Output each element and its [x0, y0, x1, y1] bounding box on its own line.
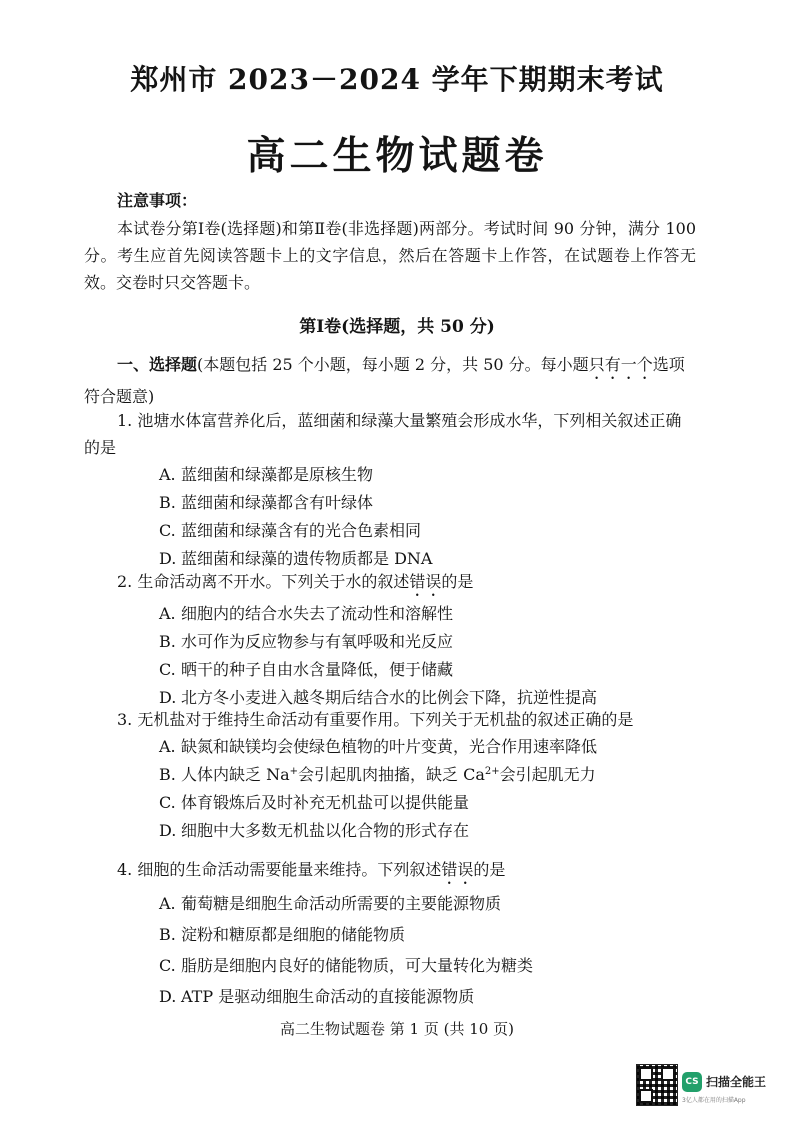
option-c	[159, 950, 696, 981]
notice-text: 本试卷分第Ⅰ卷(选择题)和第Ⅱ卷(非选择题)两部分。考试时间 90 分钟，满分 100 分。考生应首先阅读答题卡上的文字信息，然后在答题卡上作答，在试题卷上作答无效。交卷时只交答题卡。	[84, 219, 696, 292]
option-label: A.	[159, 604, 176, 623]
question-4	[84, 856, 696, 1012]
ion-charge: 2+	[484, 766, 500, 777]
app-tagline: 3亿人都在用的扫描App	[682, 1097, 746, 1104]
option-label: C.	[159, 521, 176, 540]
notice-body	[84, 215, 696, 296]
option-label: C.	[159, 793, 176, 812]
option-c	[159, 789, 696, 817]
exam-title: 郑州市 2023－2024 学年下期期末考试	[130, 63, 664, 96]
option-list	[159, 888, 696, 1012]
option-list	[159, 461, 696, 573]
qr-finder	[639, 1089, 653, 1103]
stem-tail: 的是	[441, 572, 474, 591]
option-label: D.	[159, 549, 177, 568]
option-b	[159, 489, 696, 517]
option-label: B.	[159, 765, 176, 784]
option-text: 蓝细菌和绿藻含有的光合色素相同	[181, 521, 422, 540]
question-stem	[84, 568, 696, 600]
option-label: D.	[159, 821, 177, 840]
qr-finder	[661, 1067, 675, 1081]
option-label: B.	[159, 493, 176, 512]
option-text: 细胞中大多数无机盐以化合物的形式存在	[181, 821, 470, 840]
page-footer: 高二生物试题卷 第 1 页 (共 10 页)	[280, 1020, 514, 1038]
part-intro-emphasis: 只有一个	[588, 355, 653, 374]
stem-tail: 的是	[473, 860, 506, 879]
app-name: 扫描全能王	[706, 1075, 767, 1089]
stem-text: 4. 细胞的生命活动需要能量来维持。下列叙述	[117, 860, 442, 879]
part-intro-text: (本题包括 25 个小题，每小题 2 分，共 50 分。每小题	[197, 355, 589, 374]
option-a	[159, 888, 696, 919]
part-intro	[84, 351, 696, 411]
option-label: D.	[159, 987, 177, 1006]
option-label: C.	[159, 660, 176, 679]
option-text: 水可作为反应物参与有氧呼吸和光反应	[181, 632, 454, 651]
subject-title: 高二生物试题卷	[246, 133, 548, 179]
option-label: A.	[159, 465, 176, 484]
option-label: B.	[159, 632, 176, 651]
option-list	[159, 600, 696, 712]
option-d	[159, 981, 696, 1012]
question-3	[84, 706, 696, 845]
option-list	[159, 733, 696, 845]
option-label: C.	[159, 956, 176, 975]
option-text: 会引起肌肉抽搐，缺乏 Ca	[298, 765, 485, 784]
option-a	[159, 733, 696, 761]
option-text: 葡萄糖是细胞生命活动所需要的主要能源物质	[181, 894, 502, 913]
option-a	[159, 600, 696, 628]
option-text: 蓝细菌和绿藻都含有叶绿体	[181, 493, 374, 512]
stem-emphasis: 错误	[409, 572, 442, 591]
option-text: 体育锻炼后及时补充无机盐可以提供能量	[181, 793, 470, 812]
option-label: A.	[159, 737, 176, 756]
option-text: 人体内缺乏 Na	[181, 765, 290, 784]
option-text: 北方冬小麦进入越冬期后结合水的比例会下降，抗逆性提高	[181, 688, 598, 707]
option-text: 缺氮和缺镁均会使绿色植物的叶片变黄，光合作用速率降低	[181, 737, 598, 756]
option-text: 晒干的种子自由水含量降低，便于储藏	[181, 660, 454, 679]
qr-code-icon	[636, 1064, 678, 1106]
option-text: 蓝细菌和绿藻都是原核生物	[181, 465, 374, 484]
option-text: 蓝细菌和绿藻的遗传物质都是 DNA	[181, 549, 433, 568]
question-1	[84, 407, 696, 573]
option-label: B.	[159, 925, 176, 944]
part-intro-lead: 一、选择题	[117, 355, 198, 374]
scanner-watermark	[636, 1064, 786, 1112]
section-title: 第Ⅰ卷(选择题，共 50 分)	[299, 317, 495, 337]
option-label: D.	[159, 688, 177, 707]
option-b	[159, 919, 696, 950]
option-a	[159, 461, 696, 489]
camscanner-logo-icon: CS	[682, 1072, 702, 1092]
option-text: ATP 是驱动细胞生命活动的直接能源物质	[181, 987, 475, 1006]
option-text: 细胞内的结合水失去了流动性和溶解性	[181, 604, 454, 623]
qr-finder	[639, 1067, 653, 1081]
question-stem: 3. 无机盐对于维持生命活动有重要作用。下列关于无机盐的叙述正确的是	[117, 710, 634, 729]
option-text: 会引起肌无力	[499, 765, 596, 784]
question-stem: 1. 池塘水体富营养化后，蓝细菌和绿藻大量繁殖会形成水华，下列相关叙述正确的是	[84, 411, 682, 457]
option-label: A.	[159, 894, 176, 913]
stem-text: 2. 生命活动离不开水。下列关于水的叙述	[117, 572, 410, 591]
part-intro-tail: 选项符合题意)	[84, 355, 685, 406]
question-stem	[84, 856, 696, 888]
ion-charge: +	[289, 766, 299, 777]
option-b	[159, 761, 696, 789]
option-c	[159, 656, 696, 684]
option-d	[159, 817, 696, 845]
question-2	[84, 568, 696, 712]
option-text: 脂肪是细胞内良好的储能物质，可大量转化为糖类	[181, 956, 534, 975]
stem-emphasis: 错误	[441, 860, 474, 879]
option-text: 淀粉和糖原都是细胞的储能物质	[181, 925, 406, 944]
option-c	[159, 517, 696, 545]
notice-heading: 注意事项：	[117, 191, 198, 210]
option-b	[159, 628, 696, 656]
